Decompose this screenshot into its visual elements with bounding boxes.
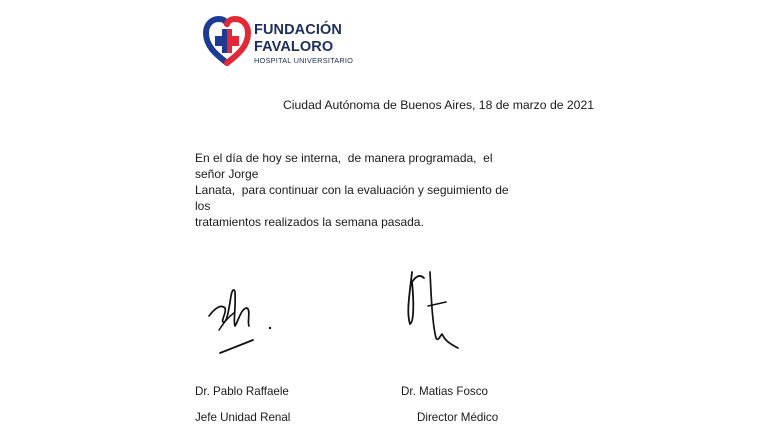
signer-name-left: Dr. Pablo Raffaele — [195, 385, 289, 398]
signer-role-right: Director Médico — [417, 411, 499, 424]
logo-wordmark — [254, 23, 353, 64]
letter-body: En el día de hoy se interna, de manera programada, el señor Jorge Lanata, para continuar con la evaluación y seguimiento de los tratamientos realizados la semana pasada. — [195, 151, 509, 229]
signature-left — [205, 278, 280, 360]
logo-title-line1: FUNDACIÓN — [254, 22, 342, 38]
logo-title-line2: FAVALORO — [254, 38, 334, 55]
signature-right — [400, 262, 465, 354]
fundacion-favaloro-logo — [203, 16, 353, 66]
letter-date-line: Ciudad Autónoma de Buenos Aires, 18 de marzo de 2021 — [283, 98, 594, 112]
logo-subtitle: HOSPITAL UNIVERSITARIO — [254, 56, 354, 65]
heart-cross-logo-icon — [203, 16, 251, 66]
signer-name-right: Dr. Matias Fosco — [401, 385, 488, 398]
signer-role-left: Jefe Unidad Renal — [195, 411, 291, 424]
